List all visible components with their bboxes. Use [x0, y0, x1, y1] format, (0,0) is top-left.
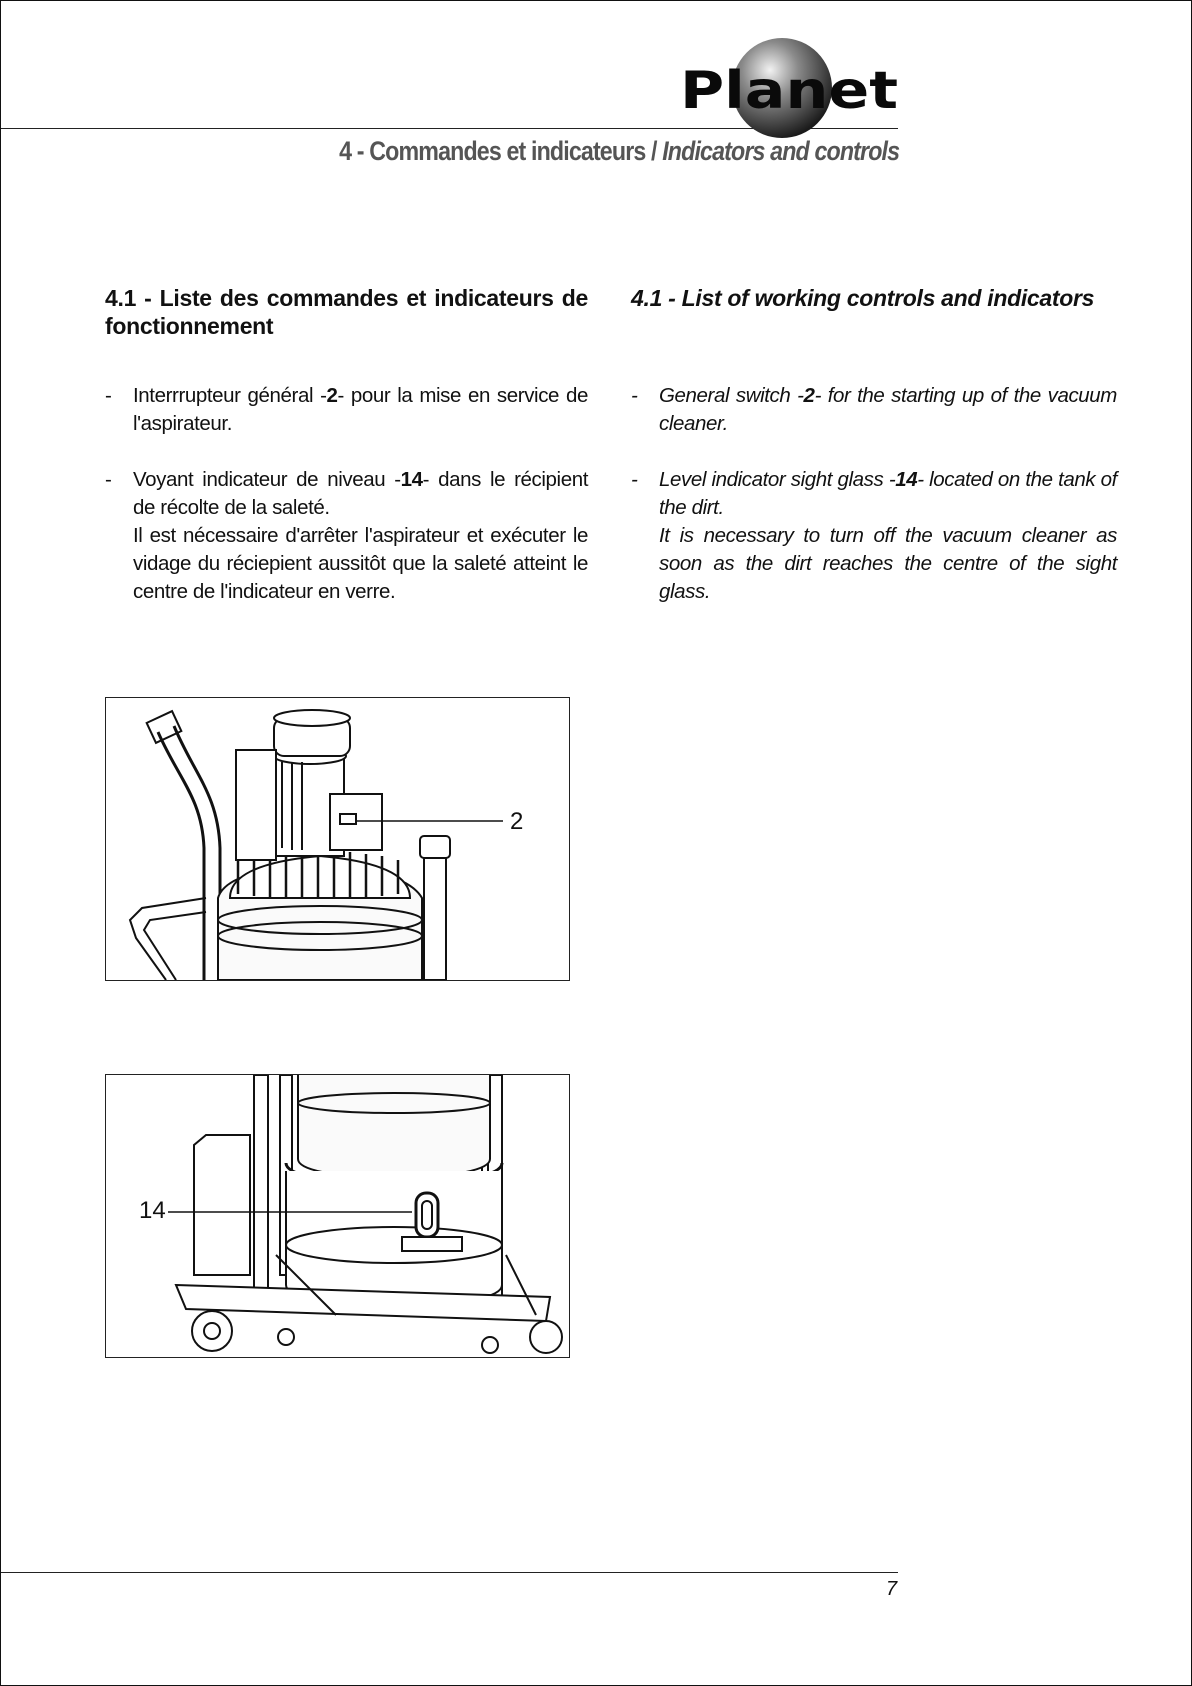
figure-dirt-tank — [105, 1074, 570, 1358]
dirt-tank-drawing — [106, 1075, 569, 1357]
footer-rule — [1, 1572, 898, 1573]
planet-logo — [676, 30, 902, 140]
callout-level-indicator: 14 — [139, 1197, 166, 1224]
section-heading-en: 4.1 - List of working controls and indicators — [631, 285, 1095, 311]
section-heading-fr: 4.1 - Liste des commandes et indicateurs de fonctionnement — [105, 285, 588, 339]
brand-wordmark: Planet — [680, 61, 898, 121]
figure-vacuum-head — [105, 697, 570, 981]
french-column — [105, 284, 588, 606]
list-item: - Interrrupteur général -2- pour la mise en service de l'aspirateur. — [105, 384, 588, 435]
section-title: 4 - Commandes et indicateurs / Indicators and controls — [338, 136, 899, 166]
page-number: 7 — [886, 1578, 898, 1600]
english-column — [631, 284, 1117, 606]
list-item: - Voyant indicateur de niveau -14- dans le récipient de récolte de la saleté. Il est nécessaire d'arrêter l'aspirateur et exécuter le vidage du réciepient aussitôt que la saleté atteint le centre de l'indicateur en verre. — [105, 468, 588, 603]
list-item: - General switch -2- for the starting up of the vacuum cleaner. — [631, 384, 1117, 435]
list-item: - Level indicator sight glass -14- located on the tank of the dirt. It is necessary to turn off the vacuum cleaner as soon as the dirt reaches the centre of the sight glass. — [631, 468, 1117, 603]
vacuum-head-drawing — [106, 698, 569, 980]
callout-switch: 2 — [510, 808, 524, 835]
